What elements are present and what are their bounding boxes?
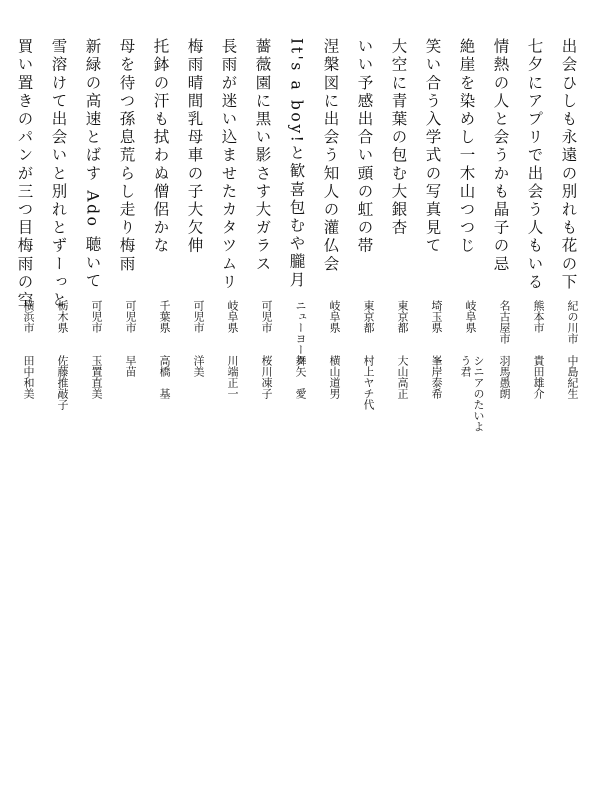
- author-name: 大山高正: [396, 355, 409, 399]
- author-name: 田中和美: [22, 355, 35, 399]
- author-location: 可児市: [260, 300, 273, 333]
- haiku-line: 長雨が迷い込ませたカタツムリ: [219, 38, 238, 292]
- author-name: 桜川凍子: [260, 355, 273, 399]
- haiku-line: 絶崖を染めし一木山つつじ: [457, 38, 476, 256]
- haiku-line: 大空に青葉の包む大銀杏: [389, 38, 408, 238]
- author-name: 高橋 基: [158, 355, 171, 399]
- author-location: 横浜市: [22, 300, 35, 333]
- haiku-line: いい予感出合い頭の虹の帯: [355, 38, 374, 256]
- author-name: 峯岸泰希: [430, 355, 443, 399]
- author-name: 早苗: [124, 355, 137, 377]
- haiku-line: 新緑の高速とばす Ado 聴いて: [83, 38, 102, 291]
- author-location: 可児市: [192, 300, 205, 333]
- author-name: 舞矢 愛: [294, 355, 307, 399]
- author-location: ニューヨーク: [294, 300, 307, 366]
- haiku-line: 梅雨晴間乳母車の子大欠伸: [185, 38, 204, 256]
- haiku-line: 七夕にアプリで出会う人もいる: [525, 38, 544, 292]
- author-location: 岐阜県: [226, 300, 239, 333]
- author-name: 佐藤推敲子: [56, 355, 69, 410]
- author-name: 川端正一: [226, 355, 239, 399]
- author-location: 岐阜県: [464, 300, 477, 333]
- haiku-line: 涅槃図に出会う知人の灌仏会: [321, 38, 340, 274]
- author-name: 村上ヤチ代: [362, 355, 375, 410]
- haiku-line: 雪溶けて出会いと別れとずーっと: [49, 38, 68, 310]
- author-location: 可児市: [90, 300, 103, 333]
- author-name: 洋美: [192, 355, 205, 377]
- author-location: 東京都: [396, 300, 409, 333]
- haiku-line: 買い置きのパンが三つ目梅雨の空: [15, 38, 34, 310]
- author-location: 東京都: [362, 300, 375, 333]
- author-location: 紀の川市: [566, 300, 579, 344]
- author-location: 熊本市: [532, 300, 545, 333]
- author-location: 名古屋市: [498, 300, 511, 344]
- author-location: 埼玉県: [430, 300, 443, 333]
- author-location: 栃木県: [56, 300, 69, 333]
- author-location: 可児市: [124, 300, 137, 333]
- author-name: 横山道男: [328, 355, 341, 399]
- haiku-line: 薔薇園に黒い影さす大ガラス: [253, 38, 272, 274]
- haiku-line: 母を待つ孫息荒らし走り梅雨: [117, 38, 136, 274]
- haiku-line: It's a boy!と歓喜包むや朧月: [287, 38, 306, 290]
- haiku-line: 托鉢の汗も拭わぬ僧侶かな: [151, 38, 170, 256]
- author-location: 岐阜県: [328, 300, 341, 333]
- author-name: 玉置直美: [90, 355, 103, 399]
- author-name: 貴田雄介: [532, 355, 545, 399]
- haiku-line: 情熱の人と会うかも晶子の忌: [491, 38, 510, 274]
- haiku-line: 出会ひしも永遠の別れも花の下: [559, 38, 578, 292]
- author-name: 羽馬愚朗: [498, 355, 511, 399]
- haiku-line: 笑い合う入学式の写真見て: [423, 38, 442, 256]
- author-location: 千葉県: [158, 300, 171, 333]
- author-name: 中島紀生: [566, 355, 579, 399]
- author-name: シニアのたいよう君: [459, 355, 485, 432]
